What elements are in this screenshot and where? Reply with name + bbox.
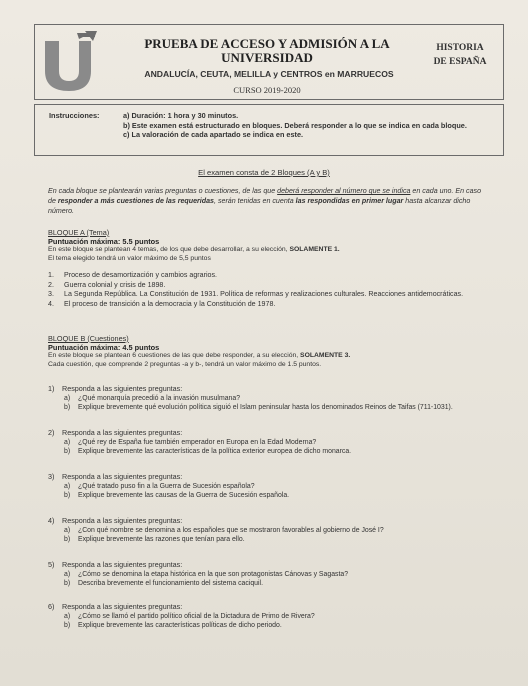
topic-number: 2. — [48, 280, 54, 289]
question-number: 5) — [48, 560, 55, 569]
part-letter: b) — [64, 536, 71, 543]
subject-line2: DE ESPAÑA — [433, 57, 487, 67]
part-letter: b) — [64, 492, 71, 499]
block-a-score: Puntuación máxima: 5.5 puntos — [48, 237, 160, 246]
question-part-a — [48, 612, 508, 621]
exam-title-line2: UNIVERSIDAD — [221, 50, 313, 65]
exam-region: ANDALUCÍA, CEUTA, MELILLA y CENTROS en MARRUECOS — [144, 69, 394, 79]
exam-header — [34, 24, 504, 100]
intro-paragraph — [48, 186, 488, 216]
instruction-item: c) La valoración de cada apartado se indica en este. — [123, 130, 304, 139]
part-letter: a) — [64, 482, 71, 490]
part-letter: a) — [64, 612, 71, 620]
intro-bold: responder a más cuestiones de las requeridas — [57, 197, 215, 205]
question-heading — [48, 602, 508, 612]
university-logo-icon — [41, 31, 97, 91]
question-number: 3) — [48, 472, 55, 481]
block-a-text1: En este bloque se plantean 4 temas, de los que debe desarrollar, a su elección, — [48, 246, 290, 253]
topic-text: El proceso de transición a la democracia y la Constitución de 1978. — [64, 299, 276, 308]
question-part-b — [48, 491, 508, 500]
exam-course: CURSO 2019-2020 — [233, 85, 301, 95]
topic-text: Guerra colonial y crisis de 1898. — [64, 280, 166, 289]
block-b-heading: BLOQUE B (Cuestiones) — [48, 334, 129, 343]
part-letter: b) — [64, 622, 71, 629]
part-letter: a) — [64, 570, 71, 578]
instruction-item: b) Este examen está estructurado en bloques. Deberá responder a lo que se indica en cada bloque. — [123, 120, 467, 130]
part-text: Explique brevemente las causas de la Guerra de Sucesión española. — [78, 492, 290, 499]
exam-subject — [427, 41, 493, 69]
question-part-a — [48, 570, 508, 579]
question-number: 2) — [48, 428, 55, 437]
topic-number: 3. — [48, 290, 54, 299]
part-letter: a) — [64, 526, 71, 534]
block-b-score: Puntuación máxima: 4.5 puntos — [48, 343, 160, 352]
question-item — [48, 560, 508, 588]
question-part-b — [48, 447, 508, 456]
block-b-text1-bold: SOLAMENTE 3. — [300, 352, 351, 359]
part-letter: a) — [64, 394, 71, 402]
topic-text: La Segunda República. La Constitución de 1931. Política de reformas y realizaciones culturales. Reacciones antidemocráticas. — [64, 290, 464, 299]
block-b-text1: En este bloque se plantean 6 cuestiones de las que debe responder, a su elección, — [48, 352, 301, 359]
question-item — [48, 472, 508, 500]
question-part-b — [48, 579, 508, 588]
question-item — [48, 384, 508, 412]
question-item — [48, 602, 508, 630]
part-text: Explique brevemente qué evolución política siguió el Islam peninsular hasta los denominados Reinos de Taifas (711-1031). — [78, 404, 453, 411]
intro-bold: las respondidas en primer lugar — [295, 197, 404, 205]
block-a-text2: El tema elegido tendrá un valor máximo de 5,5 puntos — [48, 254, 211, 262]
question-part-b — [48, 403, 508, 412]
topic-number: 1. — [48, 271, 54, 280]
question-part-a — [48, 394, 508, 403]
intro-underlined: deberá responder al número que se indica — [277, 187, 411, 195]
question-number: 6) — [48, 602, 55, 611]
question-part-a — [48, 438, 508, 447]
topic-item — [48, 281, 498, 291]
question-heading — [48, 428, 508, 438]
question-heading — [48, 560, 508, 570]
intro-text: en cada uno. En caso de — [48, 187, 482, 205]
question-head-text: Responda a las siguientes preguntas: — [62, 384, 183, 393]
topic-item — [48, 290, 498, 300]
topic-item — [48, 300, 498, 310]
part-letter: b) — [64, 448, 71, 455]
part-text: Explique brevemente las características de la política exterior europea de dicho monarca. — [78, 448, 352, 455]
block-b-text2: Cada cuestión, que comprende 2 preguntas -a y b-, tendrá un valor máximo de 1.5 puntos. — [48, 360, 322, 368]
question-item — [48, 428, 508, 456]
block-a-text1-bold: SOLAMENTE 1. — [289, 246, 340, 253]
intro-text: En cada bloque se plantearán varias preguntas o cuestiones, de las que — [48, 187, 278, 195]
question-heading — [48, 384, 508, 394]
part-text: ¿Con qué nombre se denomina a los españoles que se mostraron favorables al gobierno de José I? — [78, 526, 384, 534]
subject-line1: HISTORIA — [436, 43, 484, 53]
block-b-text — [48, 352, 498, 361]
intro-text: , serán tenidas en cuenta — [214, 197, 296, 205]
part-letter: a) — [64, 438, 71, 446]
question-heading — [48, 472, 508, 482]
instructions-list — [123, 111, 499, 140]
question-head-text: Responda a las siguientes preguntas: — [62, 516, 183, 525]
part-text: Describa brevemente el funcionamiento del sistema caciquil. — [78, 580, 263, 587]
topic-text: Proceso de desamortización y cambios agrarios. — [64, 271, 217, 280]
question-head-text: Responda a las siguientes preguntas: — [62, 472, 183, 481]
question-part-b — [48, 535, 508, 544]
question-part-a — [48, 482, 508, 491]
block-a-text — [48, 246, 498, 255]
part-text: ¿Qué monarquía precedió a la invasión musulmana? — [78, 394, 241, 402]
topic-number: 4. — [48, 299, 54, 308]
part-text: ¿Cómo se denomina la etapa histórica en la que son protagonistas Cánovas y Sagasta? — [78, 570, 349, 578]
question-part-a — [48, 526, 508, 535]
part-letter: b) — [64, 580, 71, 587]
instruction-item: a) Duración: 1 hora y 30 minutos. — [123, 111, 239, 120]
question-number: 1) — [48, 384, 55, 393]
question-part-b — [48, 621, 508, 630]
question-number: 4) — [48, 516, 55, 525]
part-letter: b) — [64, 404, 71, 411]
part-text: ¿Cómo se llamó el partido político oficial de la Dictadura de Primo de Rivera? — [78, 612, 315, 620]
part-text: ¿Qué rey de España fue también emperador en Europa en la Edad Moderna? — [78, 438, 317, 446]
part-text: ¿Qué tratado puso fin a la Guerra de Sucesión española? — [78, 482, 255, 490]
block-a — [48, 228, 498, 310]
part-text: Explique brevemente las características políticas de dicho periodo. — [78, 622, 282, 629]
question-head-text: Responda a las siguientes preguntas: — [62, 602, 183, 611]
question-item — [48, 516, 508, 544]
exam-structure-title: El examen consta de 2 Bloques (A y B) — [198, 168, 330, 177]
intro-text: hasta alcanzar dicho número. — [48, 197, 471, 215]
exam-title-line1: PRUEBA DE ACCESO Y ADMISIÓN A LA — [144, 36, 390, 51]
question-head-text: Responda a las siguientes preguntas: — [62, 560, 183, 569]
exam-title — [127, 37, 407, 65]
instructions-box — [34, 104, 504, 156]
block-a-heading: BLOQUE A (Tema) — [48, 228, 110, 237]
part-text: Explique brevemente las razones que tenían para ello. — [78, 536, 245, 543]
instructions-label: Instrucciones: — [49, 111, 100, 120]
topic-item — [48, 271, 498, 281]
block-b — [48, 334, 498, 369]
question-head-text: Responda a las siguientes preguntas: — [62, 428, 183, 437]
question-heading — [48, 516, 508, 526]
